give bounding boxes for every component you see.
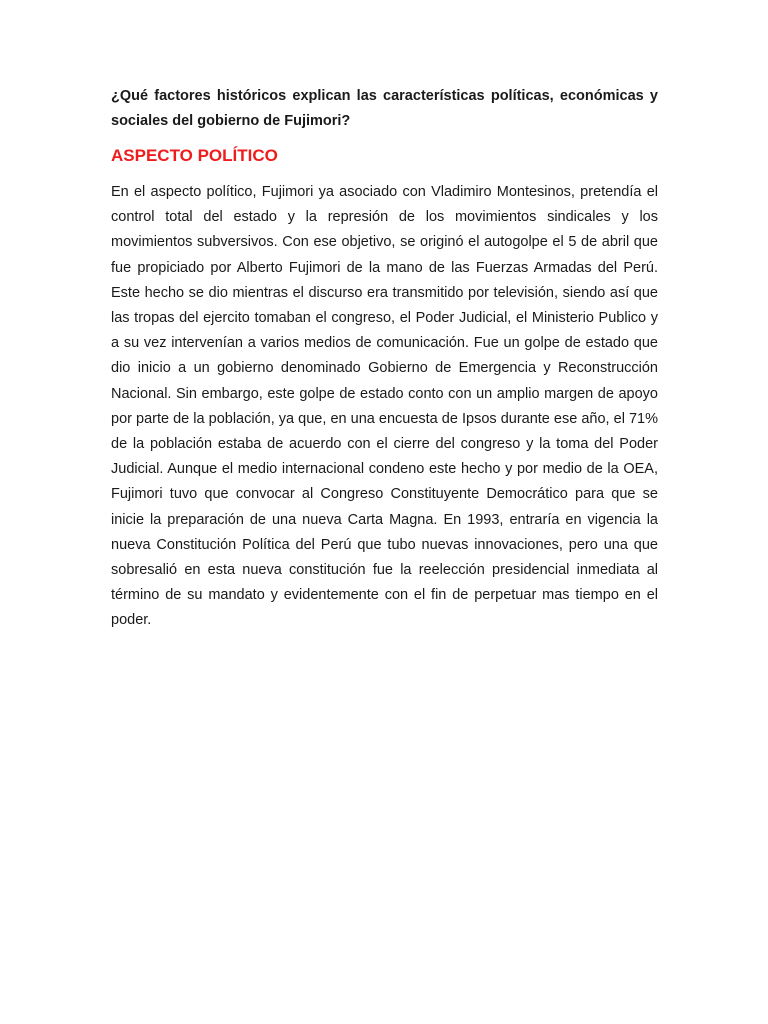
document-content — [111, 84, 658, 634]
question-heading: ¿Qué factores históricos explican las características políticas, económicas y sociales del gobierno de Fujimori? — [111, 88, 658, 129]
section-heading: ASPECTO POLÍTICO — [111, 146, 278, 165]
body-paragraph: En el aspecto político, Fujimori ya asociado con Vladimiro Montesinos, pretendía el control total del estado y la represión de los movimientos sindicales y los movimientos subversivos. Con ese objetivo, se originó el autogolpe el 5 de abril que fue propiciado por Alberto Fujimori de la mano de las Fuerzas Armadas del Perú. Este hecho se dio mientras el discurso era transmitido por televisión, siendo así que las tropas del ejercito tomaban el congreso, el Poder Judicial, el Ministerio Publico y a su vez intervenían a varios medios de comunicación. Fue un golpe de estado que dio inicio a un gobierno denominado Gobierno de Emergencia y Reconstrucción Nacional. Sin embargo, este golpe de estado conto con un amplio margen de apoyo por parte de la población, ya que, en una encuesta de Ipsos durante ese año, el 71% de la población estaba de acuerdo con el cierre del congreso y la toma del Poder Judicial. Aunque el medio internacional condeno este hecho y por medio de la OEA, Fujimori tuvo que convocar al Congreso Constituyente Democrático para que se inicie la preparación de una nueva Carta Magna. En 1993, entraría en vigencia la nueva Constitución Política del Perú que tubo nuevas innovaciones, pero una que sobresalió en esta nueva constitución fue la reelección presidencial inmediata al término de su mandato y evidentemente con el fin de perpetuar mas tiempo en el poder. — [111, 184, 658, 629]
